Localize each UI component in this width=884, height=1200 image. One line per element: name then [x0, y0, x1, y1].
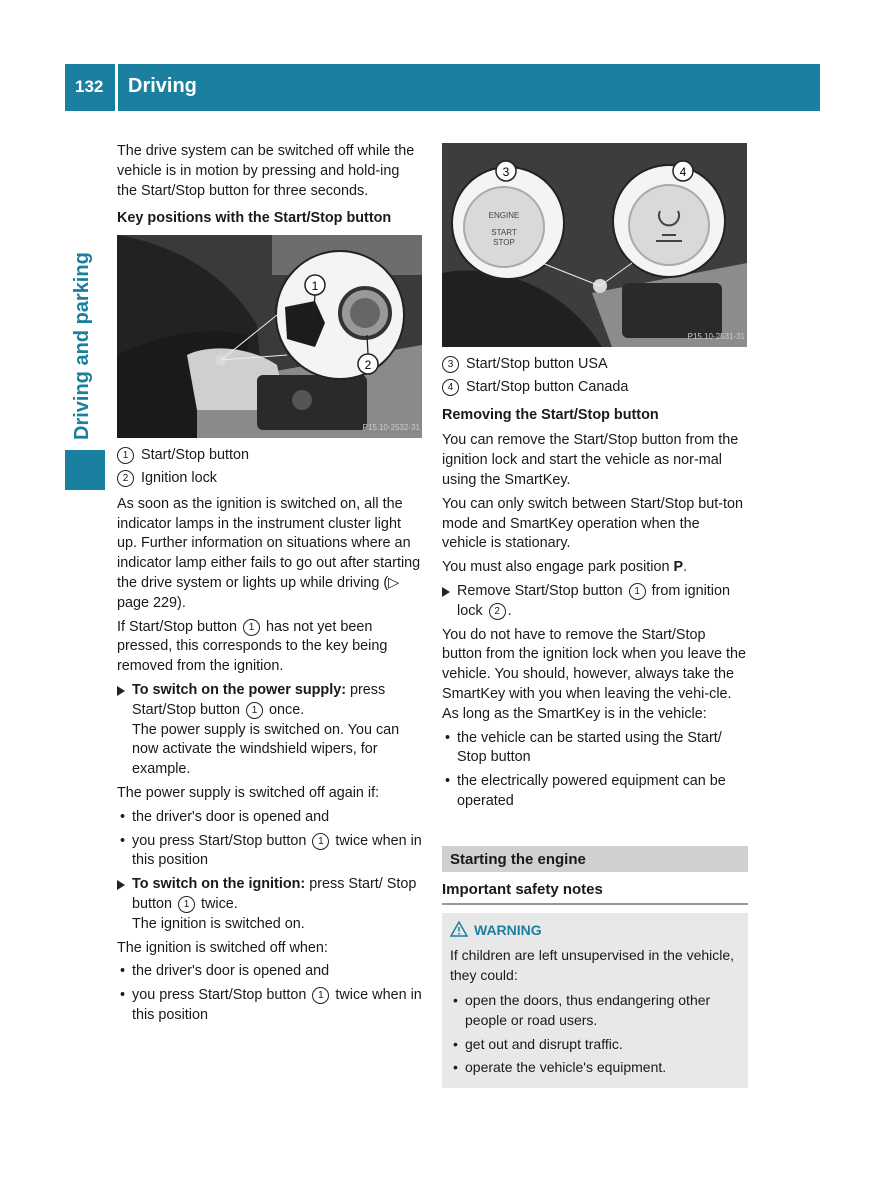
number-2-icon: 2 [489, 603, 506, 620]
legend-label: Start/Stop button Canada [466, 378, 629, 395]
list-item: • you press Start/Stop button 1 twice when in this position [117, 986, 423, 1026]
side-tab-marker [65, 450, 105, 490]
left-column [117, 142, 423, 1030]
warning-box [442, 913, 748, 1088]
list-item: • the driver's door is opened and [117, 962, 423, 982]
legend-label: Start/Stop button USA [466, 356, 608, 372]
svg-text:STOP: STOP [493, 238, 515, 247]
number-1-icon: 1 [117, 447, 134, 464]
number-2-icon: 2 [117, 470, 134, 487]
step-label: To switch on the ignition: [132, 876, 306, 893]
number-1-icon: 1 [246, 702, 263, 719]
warning-triangle-icon [450, 921, 468, 937]
arrow-icon [442, 587, 450, 597]
legend-item-4 [442, 378, 748, 398]
warning-intro: If children are left unsupervised in the vehicle, they could: [450, 947, 735, 983]
svg-text:2: 2 [364, 358, 372, 373]
number-1-icon: 1 [243, 619, 260, 636]
indicator-lamps-text: As soon as the ignition is switched on, all the indicator lamps in the instrument cluster light up. Further information on situations where an indicator lamp either fails to go out after starting the drive system or lights up while driving (▷ page 229). [117, 495, 421, 611]
chapter-title: Driving [128, 75, 197, 97]
image-code: P15.10-2532-31 [362, 423, 420, 433]
header-divider [115, 64, 118, 111]
switch-mode-text: You can only switch between Start/Stop but-ton mode and SmartKey operation when the vehicle is stationary. [442, 495, 744, 552]
removing-heading: Removing the Start/Stop button [442, 406, 659, 423]
power-off-intro: The power supply is switched off again if: [117, 784, 380, 801]
number-1-icon: 1 [312, 987, 329, 1004]
safety-notes-heading: Important safety notes [442, 880, 748, 905]
ignition-photo [117, 235, 422, 438]
warning-item: • get out and disrupt traffic. [450, 1035, 741, 1055]
ignition-illustration [117, 235, 422, 438]
arrow-icon [117, 686, 125, 696]
svg-text:1: 1 [311, 279, 319, 294]
warning-title: WARNING [450, 921, 741, 941]
number-1-icon: 1 [629, 583, 646, 600]
start-stop-illustration [442, 143, 747, 347]
step-result: The power supply is switched on. You can now activate the windshield wipers, for example. [132, 721, 400, 778]
legend-label: Ignition lock [141, 469, 217, 486]
legend-item-2 [117, 469, 423, 489]
key-positions-heading: Key positions with the Start/Stop button [117, 210, 392, 227]
svg-text:START: START [491, 228, 517, 237]
list-item: • the driver's door is opened and [117, 808, 423, 828]
right-column [442, 143, 748, 1088]
not-pressed-text: If Start/Stop button 1 has not yet been pressed, this corresponds to the key being removed from the ignition. [117, 618, 388, 675]
warning-item: • open the doors, thus endangering other people or road users. [450, 991, 741, 1030]
svg-text:4: 4 [679, 165, 687, 179]
park-position-text: You must also engage park position P. [442, 559, 688, 576]
intro-text: The drive system can be switched off while the vehicle is in motion by pressing and hold-ing the Start/Stop button for three seconds. [117, 143, 415, 199]
page-number: 132 [75, 77, 104, 96]
legend-item-3 [442, 355, 748, 375]
list-item: • you press Start/Stop button 1 twice when in this position [117, 832, 423, 872]
step-label: To switch on the power supply: [132, 681, 346, 698]
svg-text:3: 3 [502, 165, 510, 179]
section-band-starting-engine: Starting the engine [442, 846, 748, 872]
start-stop-photo [442, 143, 747, 347]
step-power-supply: To switch on the power supply: press Start/Stop button 1 once. The power supply is switched on. You can now activate the windshield wipers, for example. [117, 681, 423, 780]
number-1-icon: 1 [312, 833, 329, 850]
leave-vehicle-text: You do not have to remove the Start/Stop button from the ignition lock when you leave the vehicle. You should, however, always take the SmartKey with you when leaving the vehi-cle. As long as the SmartKey is in the vehicle: [442, 626, 746, 722]
arrow-icon [117, 880, 125, 890]
page-header [65, 64, 820, 111]
svg-text:ENGINE: ENGINE [488, 211, 520, 220]
number-1-icon: 1 [178, 896, 195, 913]
list-item: • the electrically powered equipment can be operated [442, 772, 748, 812]
ignition-off-intro: The ignition is switched off when: [117, 939, 328, 956]
remove-text: You can remove the Start/Stop button from the ignition lock and start the vehicle as nor-mal using the SmartKey. [442, 432, 739, 488]
step-ignition: To switch on the ignition: press Start/ Stop button 1 twice. The ignition is switched on. [117, 875, 423, 934]
step-remove-button: Remove Start/Stop button 1 from ignition lock 2 . [442, 582, 748, 622]
legend-label: Start/Stop button [141, 447, 250, 464]
step-result: The ignition is switched on. [132, 915, 305, 932]
number-3-icon: 3 [442, 356, 459, 373]
number-4-icon: 4 [442, 379, 459, 396]
legend-item-1 [117, 446, 423, 466]
image-code: P15.10-2531-31 [687, 332, 745, 342]
side-tab-label: Driving and parking [71, 252, 93, 440]
warning-item: • operate the vehicle's equipment. [450, 1058, 741, 1078]
list-item: • the vehicle can be started using the Start/ Stop button [442, 729, 748, 769]
